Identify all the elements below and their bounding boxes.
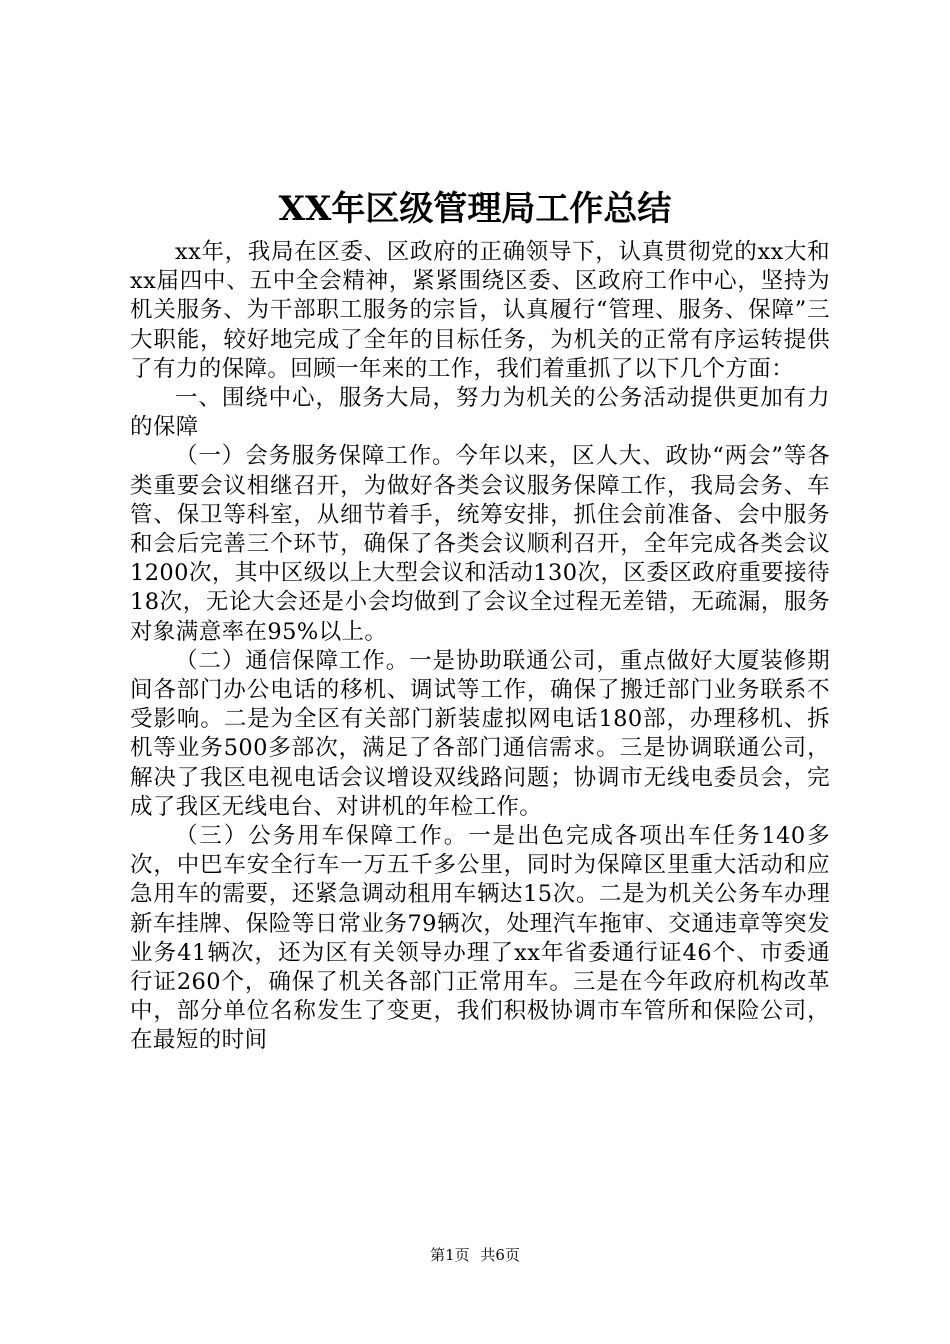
subsection-vehicle-service: （三）公务用车保障工作。一是出色完成各项出车任务140多次，中巴车安全行车一万五千多公里，同时为保障区里重大活动和应急用车的需要，还紧急调动租用车辆达15次。二是为机关公务车办理新车挂牌、保险等日常业务79辆次，处理汽车拖审、交通违章等突发业务41辆次，还为区有关领导办理了xx年省委通行证46个、市委通行证260个，确保了机关各部门正常用车。三是在今年政府机构改革中，部分单位名称发生了变更，我们积极协调市车管所和保险公司，在最短的时间 [130, 823, 830, 1054]
section-heading-1: 一、围绕中心，服务大局，努力为机关的公务活动提供更加有力的保障 [130, 385, 830, 441]
subsection-communication: （二）通信保障工作。一是协助联通公司，重点做好大厦装修期间各部门办公电话的移机、调试等工作，确保了搬迁部门业务联系不受影响。二是为全区有关部门新装虚拟网电话180部，办理移机、拆机等业务500多部次，满足了各部门通信需求。三是协调联通公司，解决了我区电视电话会议增设双线路问题；协调市无线电委员会，完成了我区无线电台、对讲机的年检工作。 [130, 647, 830, 820]
page-footer [0, 1245, 950, 1265]
document-title: XX年区级管理局工作总结 [278, 189, 672, 229]
subsection-meeting-service: （一）会务服务保障工作。今年以来，区人大、政协“两会”等各类重要会议相继召开，为做好各类会议服务保障工作，我局会务、车管、保卫等科室，从细节着手，统筹安排，抓住会前准备、会中服务和会后完善三个环节，确保了各类会议顺利召开，全年完成各类会议1200次，其中区级以上大型会议和活动130次，区委区政府重要接待18次，无论大会还是小会均做到了会议全过程无差错，无疏漏，服务对象满意率在95%以上。 [130, 443, 830, 645]
document-body [130, 238, 830, 1056]
page-total: 共6页 [480, 1246, 520, 1264]
page-number: 第1页 [430, 1246, 470, 1264]
intro-paragraph: xx年，我局在区委、区政府的正确领导下，认真贯彻党的xx大和xx届四中、五中全会精神，紧紧围绕区委、区政府工作中心，坚持为机关服务、为干部职工服务的宗旨，认真履行“管理、服务、保障”三大职能，较好地完成了全年的目标任务，为机关的正常有序运转提供了有力的保障。回顾一年来的工作，我们着重抓了以下几个方面： [130, 239, 830, 382]
